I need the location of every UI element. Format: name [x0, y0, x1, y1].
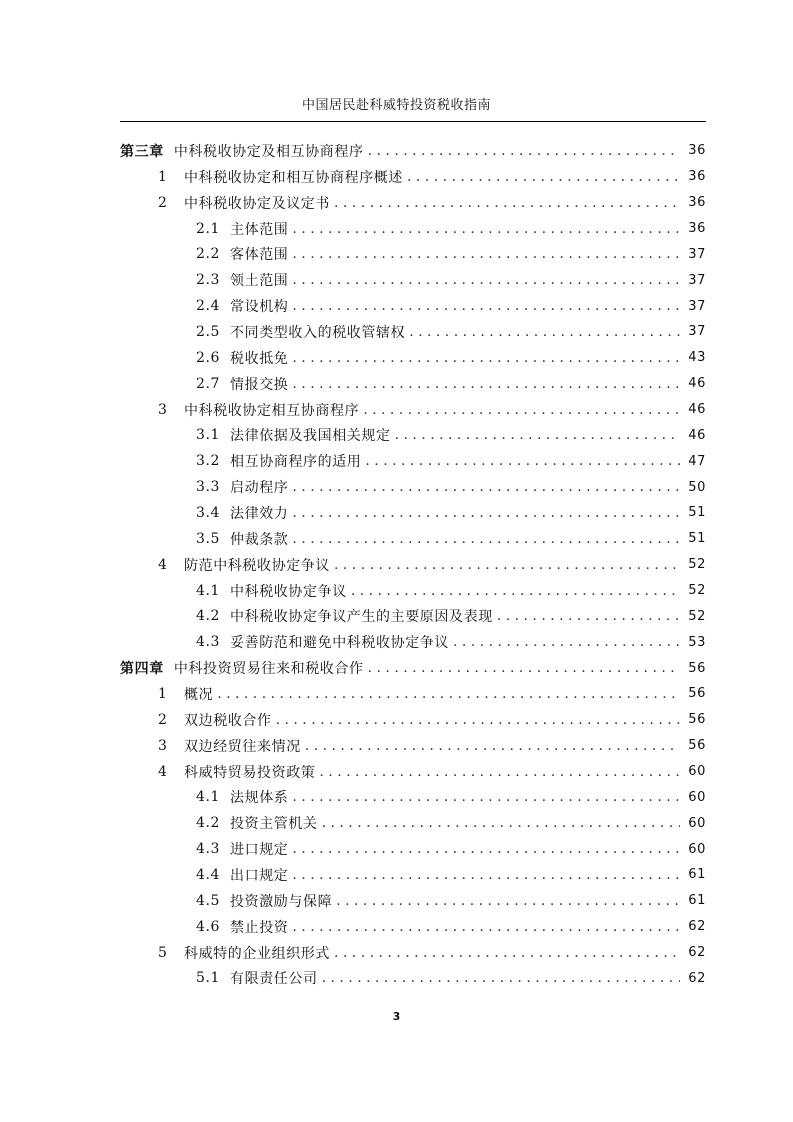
toc-entry-page: 60	[688, 841, 706, 857]
toc-entry-page: 36	[688, 195, 706, 211]
toc-entry-title: 科威特贸易投资政策	[184, 764, 316, 781]
toc-entry-number: 2.6	[196, 349, 221, 366]
toc-entry-number: 1	[158, 685, 168, 702]
toc-entry-number: 4.2	[196, 608, 221, 625]
toc-entry-page: 36	[688, 143, 706, 159]
toc-entry-title: 出口规定	[230, 867, 289, 884]
toc-entry[interactable]	[120, 138, 706, 164]
toc-entry[interactable]	[120, 578, 706, 604]
toc-dot-leader	[319, 764, 680, 780]
page-number: 3	[392, 1010, 401, 1023]
toc-dot-leader	[322, 815, 680, 831]
toc-entry-title: 中科税收协定争议产生的主要原因及表现	[230, 609, 493, 626]
toc-entry-page: 56	[688, 686, 706, 702]
toc-entry[interactable]	[120, 397, 706, 423]
toc-entry-title: 情报交换	[230, 376, 289, 393]
toc-entry[interactable]	[120, 888, 706, 914]
toc-dot-leader	[409, 324, 680, 340]
toc-entry-title: 进口规定	[230, 842, 289, 859]
toc-entry-number: 3.5	[196, 530, 221, 547]
toc-entry-title: 仲裁条款	[230, 531, 289, 548]
toc-entry-page: 36	[688, 169, 706, 185]
toc-entry[interactable]	[120, 164, 706, 190]
toc-entry[interactable]	[120, 216, 706, 242]
toc-entry-number: 4.1	[196, 582, 221, 599]
toc-entry-page: 62	[688, 970, 706, 986]
toc-entry[interactable]	[120, 241, 706, 267]
toc-entry[interactable]	[120, 293, 706, 319]
toc-entry-title: 中科投资贸易往来和税收合作	[173, 661, 364, 678]
toc-entry-page: 52	[688, 557, 706, 573]
toc-entry-title: 有限责任公司	[230, 971, 318, 988]
toc-dot-leader	[292, 350, 680, 366]
toc-entry[interactable]	[120, 914, 706, 940]
toc-entry[interactable]	[120, 784, 706, 810]
toc-entry-number: 5	[158, 944, 168, 961]
toc-entry-number: 第三章	[120, 143, 164, 160]
toc-entry-number: 3.2	[196, 453, 221, 470]
toc-entry-number: 4.6	[196, 918, 221, 935]
toc-dot-leader	[363, 402, 680, 418]
toc-entry-title: 不同类型收入的税收管辖权	[230, 324, 406, 341]
toc-dot-leader	[497, 608, 680, 624]
toc-entry-page: 52	[688, 583, 706, 599]
toc-entry[interactable]	[120, 733, 706, 759]
toc-entry-page: 37	[688, 298, 706, 314]
toc-entry-page: 56	[688, 738, 706, 754]
toc-entry-title: 妥善防范和避免中科税收协定争议	[230, 635, 449, 652]
toc-dot-leader	[322, 970, 680, 986]
toc-entry[interactable]	[120, 707, 706, 733]
toc-entry-title: 中科税收协定争议	[230, 583, 347, 600]
toc-entry-title: 领土范围	[230, 273, 289, 290]
toc-entry-number: 1	[158, 168, 168, 185]
toc-entry-page: 51	[688, 531, 706, 547]
table-of-contents	[120, 138, 706, 991]
toc-entry-page: 60	[688, 815, 706, 831]
toc-dot-leader	[292, 531, 680, 547]
toc-entry-page: 52	[688, 608, 706, 624]
toc-dot-leader	[292, 505, 680, 521]
toc-dot-leader	[217, 686, 680, 702]
toc-entry[interactable]	[120, 500, 706, 526]
toc-entry[interactable]	[120, 862, 706, 888]
toc-entry-page: 46	[688, 427, 706, 443]
toc-entry-title: 投资激励与保障	[230, 893, 333, 910]
toc-entry[interactable]	[120, 474, 706, 500]
toc-entry-number: 2.2	[196, 246, 221, 263]
toc-entry[interactable]	[120, 552, 706, 578]
toc-dot-leader	[292, 867, 680, 883]
toc-entry[interactable]	[120, 836, 706, 862]
toc-entry-number: 2.5	[196, 323, 221, 340]
toc-entry-page: 47	[688, 453, 706, 469]
toc-dot-leader	[292, 919, 680, 935]
toc-entry[interactable]	[120, 681, 706, 707]
toc-dot-leader	[292, 298, 680, 314]
toc-entry-page: 46	[688, 376, 706, 392]
toc-entry-number: 第四章	[120, 661, 164, 678]
toc-entry-title: 科威特的企业组织形式	[184, 945, 330, 962]
toc-entry[interactable]	[120, 966, 706, 992]
toc-dot-leader	[368, 660, 680, 676]
toc-dot-leader	[334, 195, 680, 211]
toc-dot-leader	[292, 479, 680, 495]
toc-entry-page: 46	[688, 402, 706, 418]
toc-entry[interactable]	[120, 940, 706, 966]
toc-entry-page: 62	[688, 945, 706, 961]
toc-dot-leader	[292, 376, 680, 392]
toc-dot-leader	[292, 246, 680, 262]
toc-entry[interactable]	[120, 603, 706, 629]
toc-entry-page: 37	[688, 324, 706, 340]
toc-entry[interactable]	[120, 422, 706, 448]
toc-entry-title: 常设机构	[230, 299, 289, 316]
toc-entry[interactable]	[120, 759, 706, 785]
toc-entry-page: 36	[688, 221, 706, 236]
toc-entry-number: 3	[158, 737, 168, 754]
toc-entry-page: 60	[688, 764, 706, 780]
toc-entry-page: 43	[688, 350, 706, 366]
toc-entry-title: 相互协商程序的适用	[230, 454, 362, 471]
toc-entry-number: 2	[158, 194, 168, 211]
toc-entry-title: 中科税收协定及相互协商程序	[173, 143, 364, 160]
toc-entry-number: 3.4	[196, 504, 221, 521]
toc-entry-title: 投资主管机关	[230, 816, 318, 833]
toc-dot-leader	[292, 789, 680, 805]
toc-entry-page: 56	[688, 712, 706, 728]
toc-entry-page: 51	[688, 505, 706, 521]
toc-entry[interactable]	[120, 190, 706, 216]
toc-entry-page: 61	[688, 893, 706, 909]
toc-entry-number: 2.4	[196, 298, 221, 315]
toc-entry-page: 50	[688, 479, 706, 495]
toc-entry-title: 法律依据及我国相关规定	[230, 428, 391, 445]
toc-dot-leader	[305, 738, 680, 754]
toc-entry-number: 4.3	[196, 841, 221, 858]
toc-entry-number: 4.4	[196, 866, 221, 883]
toc-entry[interactable]	[120, 267, 706, 293]
toc-entry-page: 61	[688, 867, 706, 883]
toc-dot-leader	[453, 634, 680, 650]
toc-entry-page: 53	[688, 634, 706, 650]
toc-entry[interactable]	[120, 526, 706, 552]
toc-entry[interactable]	[120, 371, 706, 397]
toc-entry[interactable]	[120, 655, 706, 681]
toc-entry-title: 中科税收协定和相互协商程序概述	[184, 169, 403, 186]
toc-entry-number: 3.1	[196, 427, 221, 444]
toc-dot-leader	[368, 143, 680, 159]
toc-entry-title: 防范中科税收协定争议	[184, 557, 330, 574]
toc-dot-leader	[334, 945, 680, 961]
toc-entry-number: 3.3	[196, 479, 221, 496]
toc-entry-number: 4.3	[196, 634, 221, 651]
toc-entry-number: 4.5	[196, 892, 221, 909]
toc-entry-number: 2.1	[196, 220, 221, 237]
toc-entry-number: 4.1	[196, 789, 221, 806]
toc-entry-title: 中科税收协定相互协商程序	[184, 402, 360, 419]
toc-entry-title: 禁止投资	[230, 919, 289, 936]
toc-entry-page: 37	[688, 246, 706, 262]
toc-entry-number: 5.1	[196, 970, 221, 987]
toc-dot-leader	[334, 557, 680, 573]
toc-entry[interactable]	[120, 810, 706, 836]
toc-entry-page: 62	[688, 919, 706, 935]
toc-dot-leader	[395, 427, 680, 443]
toc-entry-title: 税收抵免	[230, 350, 289, 367]
toc-entry-number: 4.2	[196, 815, 221, 832]
toc-entry-number: 2.3	[196, 272, 221, 289]
toc-dot-leader	[276, 712, 680, 728]
toc-entry-number: 2.7	[196, 375, 221, 392]
toc-dot-leader	[292, 841, 680, 857]
toc-entry-title: 主体范围	[230, 221, 289, 238]
header-rule	[120, 121, 706, 122]
toc-entry-title: 双边税收合作	[184, 712, 272, 729]
toc-entry-number: 3	[158, 401, 168, 418]
toc-entry-title: 启动程序	[230, 480, 289, 497]
toc-entry-number: 4	[158, 763, 168, 780]
toc-entry[interactable]	[120, 448, 706, 474]
toc-entry-title: 法规体系	[230, 790, 289, 807]
toc-dot-leader	[292, 272, 680, 288]
toc-entry-page: 37	[688, 272, 706, 288]
toc-dot-leader	[336, 893, 680, 909]
toc-entry-title: 中科税收协定及议定书	[184, 195, 330, 212]
toc-entry-title: 双边经贸往来情况	[184, 738, 301, 755]
toc-entry-title: 法律效力	[230, 505, 289, 522]
toc-dot-leader	[292, 221, 680, 237]
toc-entry-title: 概况	[184, 686, 214, 703]
toc-entry-page: 60	[688, 789, 706, 805]
toc-dot-leader	[407, 169, 680, 185]
toc-entry[interactable]	[120, 629, 706, 655]
toc-entry[interactable]	[120, 345, 706, 371]
toc-entry-page: 56	[688, 660, 706, 676]
toc-entry-title: 客体范围	[230, 247, 289, 264]
toc-dot-leader	[365, 453, 680, 469]
toc-dot-leader	[351, 583, 680, 599]
running-header: 中国居民赴科威特投资税收指南	[301, 98, 491, 113]
toc-entry-number: 2	[158, 711, 168, 728]
toc-entry-number: 4	[158, 556, 168, 573]
toc-entry[interactable]	[120, 319, 706, 345]
